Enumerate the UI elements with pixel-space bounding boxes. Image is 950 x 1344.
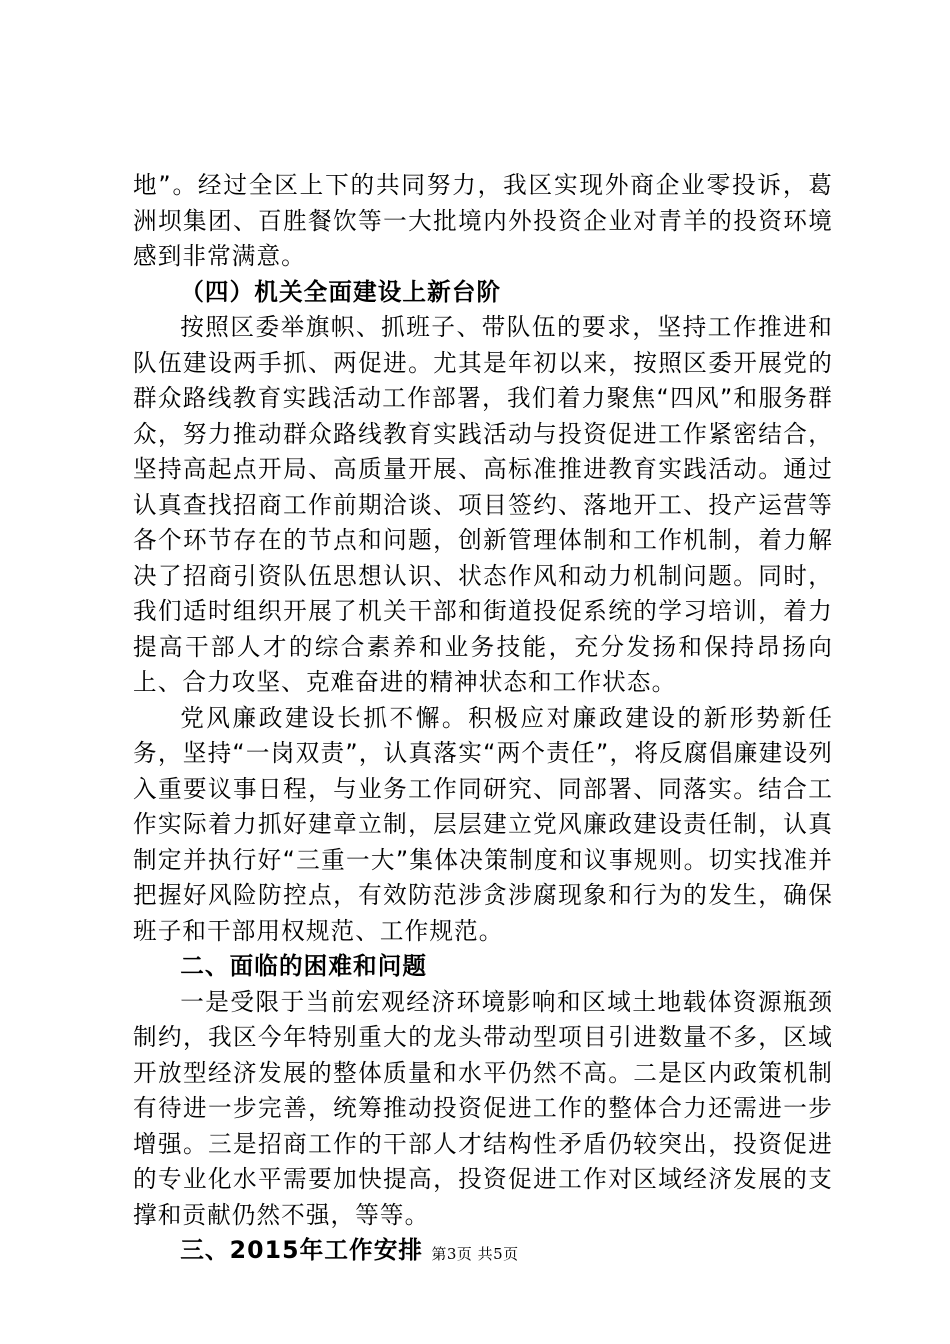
section-heading-2015-plan: 三、2015年工作安排 <box>180 1236 424 1264</box>
page-footer: 第3页 共5页 <box>431 1245 519 1263</box>
paragraph-difficulties: 一是受限于当前宏观经济环境影响和区域土地载体资源瓶颈制约，我区今年特别重大的龙头带动型项目引进数量不多，区域开放型经济发展的整体质量和水平仍然不高。二是区内政策机制有待进一步完善，统筹推动投资促进工作的整体合力还需进一步增强。三是招商工作的干部人才结构性矛盾仍较突出，投资促进的专业化水平需要加快提高，投资促进工作对区域经济发展的支撑和贡献仍然不强，等等。 <box>133 987 833 1229</box>
document-body <box>133 168 833 1269</box>
section-heading-organ-building: （四）机关全面建设上新台阶 <box>180 277 502 306</box>
paragraph-continuation: 地”。经过全区上下的共同努力，我区实现外商企业零投诉，葛洲坝集团、百胜餐饮等一大批境内外投资企业对青羊的投资环境感到非常满意。 <box>133 171 833 270</box>
paragraph-team-building: 按照区委举旗帜、抓班子、带队伍的要求，坚持工作推进和队伍建设两手抓、两促进。尤其是年初以来，按照区委开展党的群众路线教育实践活动工作部署，我们着力聚焦“四风”和服务群众，努力推动群众路线教育实践活动与投资促进工作紧密结合，坚持高起点开局、高质量开展、高标准推进教育实践活动。通过认真查找招商工作前期洽谈、项目签约、落地开工、投产运营等各个环节存在的节点和问题，创新管理体制和工作机制，着力解决了招商引资队伍思想认识、状态作风和动力机制问题。同时，我们适时组织开展了机关干部和街道投促系统的学习培训，着力提高干部人才的综合素养和业务技能，充分发扬和保持昂扬向上、合力攻坚、克难奋进的精神状态和工作状态。 <box>133 313 833 696</box>
section-heading-difficulties: 二、面临的困难和问题 <box>180 952 428 980</box>
paragraph-clean-governance: 党风廉政建设长抓不懈。积极应对廉政建设的新形势新任务，坚持“一岗双责”，认真落实“两个责任”，将反腐倡廉建设列入重要议事日程，与业务工作同研究、同部署、同落实。结合工作实际着力抓好建章立制，层层建立党风廉政建设责任制，认真制定并执行好“三重一大”集体决策制度和议事规则。切实找准并把握好风险防控点，有效防范涉贪涉腐现象和行为的发生，确保班子和干部用权规范、工作规范。 <box>133 703 833 945</box>
